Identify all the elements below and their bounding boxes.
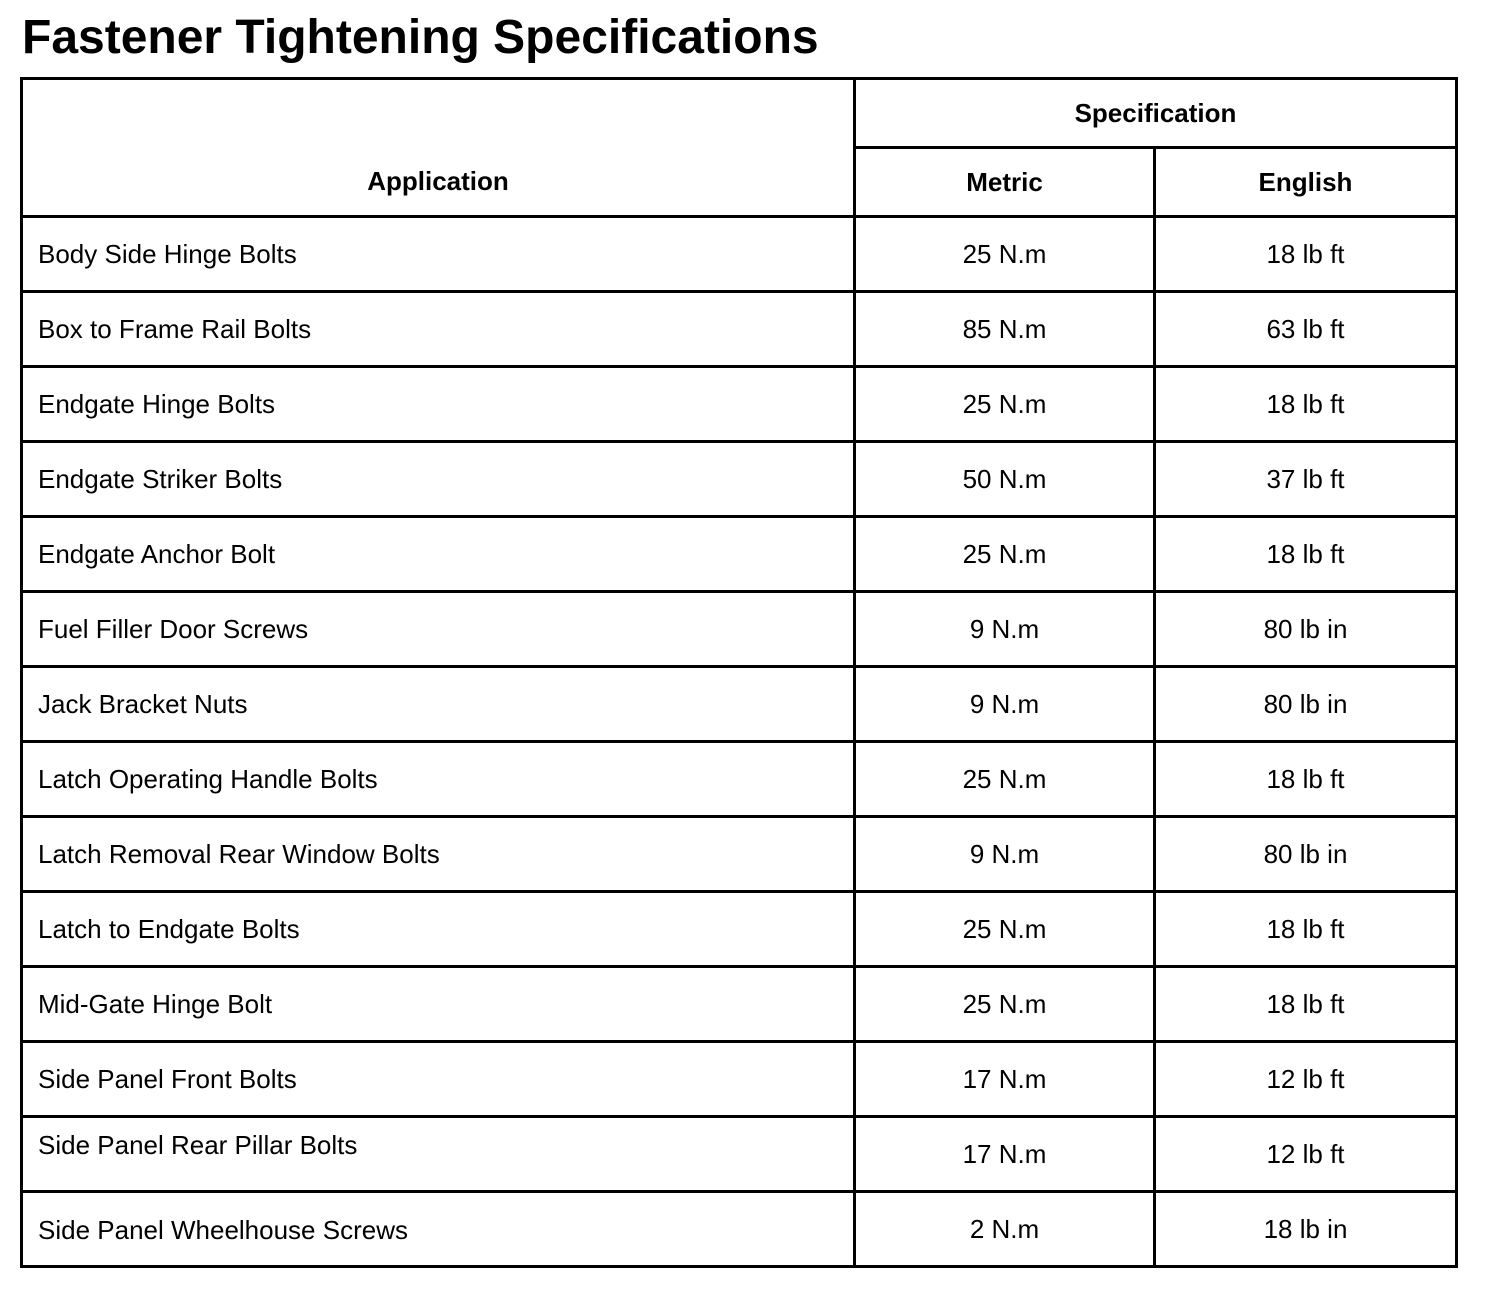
page-title: Fastener Tightening Specifications [22, 11, 819, 64]
table-row [22, 892, 1457, 967]
cell-english: 18 lb ft [1155, 742, 1457, 817]
cell-metric: 25 N.m [855, 367, 1155, 442]
cell-english: 80 lb in [1155, 592, 1457, 667]
fastener-spec-table [20, 77, 1458, 1268]
cell-application: Endgate Striker Bolts [22, 442, 855, 517]
cell-english: 80 lb in [1155, 817, 1457, 892]
header-specification: Specification [855, 79, 1457, 148]
cell-metric: 25 N.m [855, 742, 1155, 817]
cell-metric: 17 N.m [855, 1117, 1155, 1192]
cell-english: 63 lb ft [1155, 292, 1457, 367]
cell-application: Mid-Gate Hinge Bolt [22, 967, 855, 1042]
table-row [22, 1042, 1457, 1117]
table-row [22, 367, 1457, 442]
cell-application: Endgate Hinge Bolts [22, 367, 855, 442]
header-metric: Metric [855, 148, 1155, 217]
cell-english: 12 lb ft [1155, 1117, 1457, 1192]
cell-english: 18 lb ft [1155, 517, 1457, 592]
cell-application: Side Panel Front Bolts [22, 1042, 855, 1117]
cell-metric: 2 N.m [855, 1192, 1155, 1267]
cell-application: Box to Frame Rail Bolts [22, 292, 855, 367]
cell-application: Side Panel Wheelhouse Screws [22, 1192, 855, 1267]
cell-application: Side Panel Rear Pillar Bolts [22, 1117, 855, 1192]
table-body [22, 217, 1457, 1267]
cell-application: Body Side Hinge Bolts [22, 217, 855, 292]
cell-english: 12 lb ft [1155, 1042, 1457, 1117]
cell-metric: 17 N.m [855, 1042, 1155, 1117]
cell-metric: 25 N.m [855, 967, 1155, 1042]
table-row [22, 817, 1457, 892]
cell-english: 18 lb ft [1155, 892, 1457, 967]
cell-english: 18 lb in [1155, 1192, 1457, 1267]
cell-application: Endgate Anchor Bolt [22, 517, 855, 592]
table-row [22, 967, 1457, 1042]
table-row [22, 517, 1457, 592]
cell-metric: 25 N.m [855, 892, 1155, 967]
cell-metric: 9 N.m [855, 817, 1155, 892]
cell-metric: 50 N.m [855, 442, 1155, 517]
cell-english: 18 lb ft [1155, 367, 1457, 442]
header-row-top [22, 79, 1457, 148]
cell-application: Latch to Endgate Bolts [22, 892, 855, 967]
header-english: English [1155, 148, 1457, 217]
header-application: Application [22, 79, 855, 217]
table-row [22, 592, 1457, 667]
cell-english: 18 lb ft [1155, 217, 1457, 292]
cell-english: 80 lb in [1155, 667, 1457, 742]
cell-metric: 25 N.m [855, 517, 1155, 592]
cell-application: Fuel Filler Door Screws [22, 592, 855, 667]
table-row [22, 1192, 1457, 1267]
cell-application: Latch Removal Rear Window Bolts [22, 817, 855, 892]
cell-english: 18 lb ft [1155, 967, 1457, 1042]
table-row [22, 667, 1457, 742]
cell-metric: 9 N.m [855, 592, 1155, 667]
table-header [22, 79, 1457, 217]
cell-metric: 9 N.m [855, 667, 1155, 742]
cell-metric: 25 N.m [855, 217, 1155, 292]
cell-english: 37 lb ft [1155, 442, 1457, 517]
cell-application: Latch Operating Handle Bolts [22, 742, 855, 817]
table-row [22, 292, 1457, 367]
table-row [22, 442, 1457, 517]
cell-application: Jack Bracket Nuts [22, 667, 855, 742]
table-row [22, 742, 1457, 817]
cell-metric: 85 N.m [855, 292, 1155, 367]
table-row [22, 217, 1457, 292]
table-row [22, 1117, 1457, 1192]
